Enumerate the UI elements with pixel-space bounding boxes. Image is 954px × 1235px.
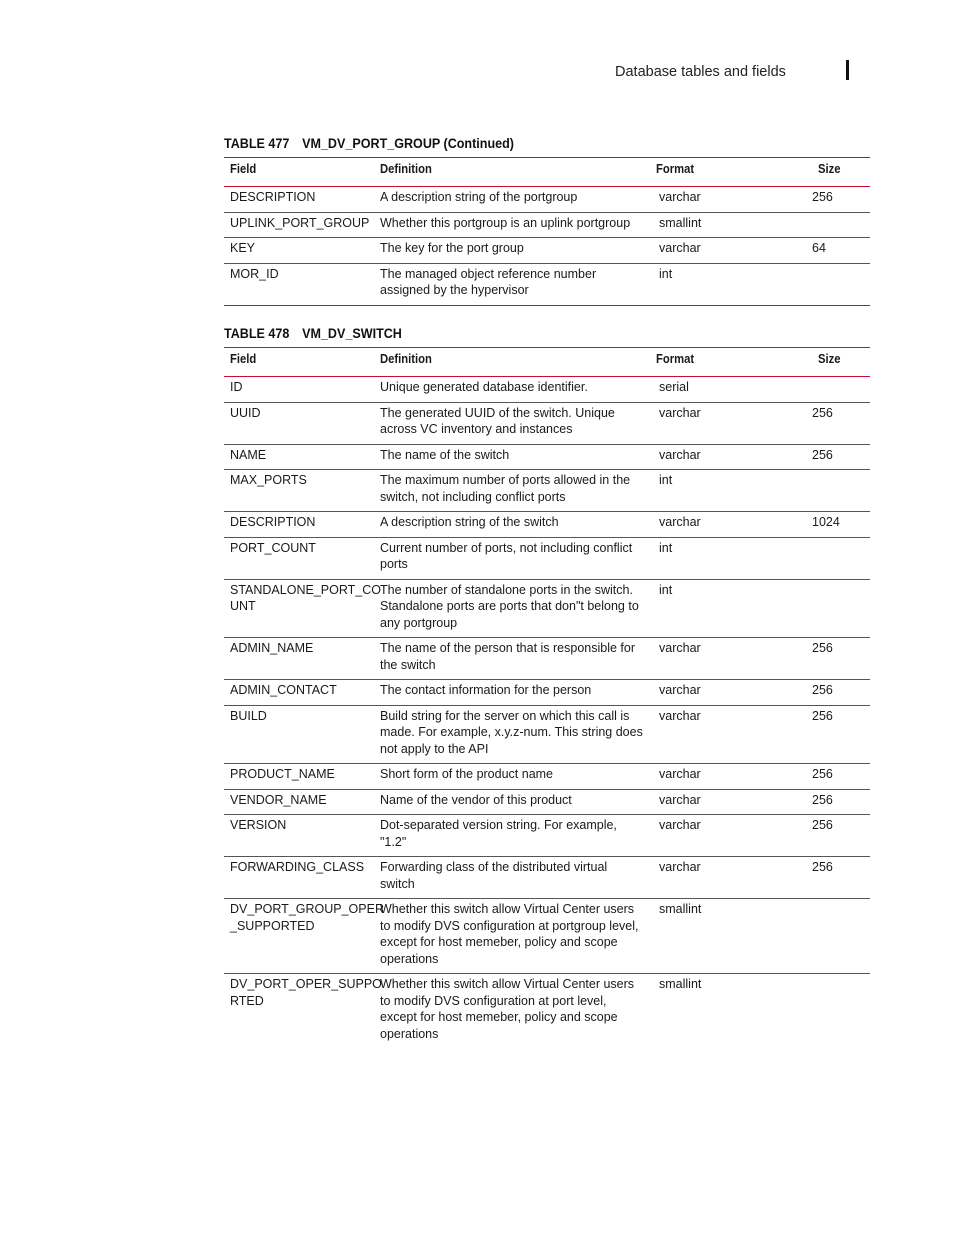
table-row: [224, 238, 870, 264]
cell-definition: Unique generated database identifier.: [374, 377, 650, 403]
cell-definition: Whether this portgroup is an uplink portgroup: [374, 212, 650, 238]
table-name: VM_DV_PORT_GROUP (Continued): [302, 136, 514, 151]
table-caption: [224, 324, 825, 347]
data-table: [224, 157, 870, 306]
cell-format: varchar: [650, 680, 812, 706]
cell-definition: Build string for the server on which this call is made. For example, x.y.z-num. This string does not apply to the API: [374, 705, 650, 764]
cell-field: STANDALONE_PORT_CO UNT: [224, 579, 374, 638]
cell-format: varchar: [650, 815, 812, 857]
table-row: [224, 789, 870, 815]
cell-size: 1024: [812, 512, 870, 538]
table-477: [224, 134, 870, 306]
cell-definition: The number of standalone ports in the switch. Standalone ports are ports that don"t belong to any portgroup: [374, 579, 650, 638]
cell-field: NAME: [224, 444, 374, 470]
table-caption: [224, 134, 825, 157]
cell-field: ID: [224, 377, 374, 403]
cell-definition: The name of the switch: [374, 444, 650, 470]
column-header-format: Format: [650, 158, 812, 187]
table-row: [224, 579, 870, 638]
cell-size: 256: [812, 789, 870, 815]
cell-definition: Whether this switch allow Virtual Center users to modify DVS configuration at portgroup level, except for host memeber, policy and scope operations: [374, 899, 650, 974]
cell-size: [812, 899, 870, 974]
cell-format: varchar: [650, 789, 812, 815]
cell-format: smallint: [650, 212, 812, 238]
cell-field: PRODUCT_NAME: [224, 764, 374, 790]
cell-format: smallint: [650, 899, 812, 974]
table-row: [224, 974, 870, 1049]
cell-field: ADMIN_NAME: [224, 638, 374, 680]
cell-field: UUID: [224, 402, 374, 444]
table-row: [224, 377, 870, 403]
cell-format: varchar: [650, 444, 812, 470]
table-row: [224, 402, 870, 444]
table-478: [224, 324, 870, 1048]
cell-field: VERSION: [224, 815, 374, 857]
table-row: [224, 680, 870, 706]
cell-size: [812, 263, 870, 305]
table-number: TABLE 478: [224, 326, 290, 341]
cell-format: int: [650, 579, 812, 638]
cell-format: serial: [650, 377, 812, 403]
cell-definition: A description string of the switch: [374, 512, 650, 538]
cell-field: ADMIN_CONTACT: [224, 680, 374, 706]
cell-field: VENDOR_NAME: [224, 789, 374, 815]
cell-field: DV_PORT_GROUP_OPER _SUPPORTED: [224, 899, 374, 974]
cell-field: UPLINK_PORT_GROUP: [224, 212, 374, 238]
table-name: VM_DV_SWITCH: [302, 326, 402, 341]
cell-definition: The name of the person that is responsible for the switch: [374, 638, 650, 680]
cell-size: 256: [812, 764, 870, 790]
table-number: TABLE 477: [224, 136, 290, 151]
table-row: [224, 263, 870, 305]
cell-format: varchar: [650, 512, 812, 538]
cell-field: MOR_ID: [224, 263, 374, 305]
cell-size: 256: [812, 857, 870, 899]
cell-size: [812, 579, 870, 638]
cell-definition: Current number of ports, not including conflict ports: [374, 537, 650, 579]
table-header-row: [224, 158, 870, 187]
cell-definition: A description string of the portgroup: [374, 187, 650, 213]
table-row: [224, 537, 870, 579]
cell-field: FORWARDING_CLASS: [224, 857, 374, 899]
cell-size: [812, 470, 870, 512]
cell-size: [812, 377, 870, 403]
table-row: [224, 857, 870, 899]
column-header-field: Field: [224, 348, 374, 377]
cell-size: 64: [812, 238, 870, 264]
cell-size: 256: [812, 815, 870, 857]
table-body: [224, 187, 870, 306]
table-row: [224, 212, 870, 238]
cell-format: varchar: [650, 764, 812, 790]
cell-size: 256: [812, 705, 870, 764]
cell-format: varchar: [650, 187, 812, 213]
cell-format: varchar: [650, 402, 812, 444]
cell-size: 256: [812, 444, 870, 470]
cell-field: KEY: [224, 238, 374, 264]
cell-format: varchar: [650, 705, 812, 764]
cell-size: [812, 537, 870, 579]
cell-format: int: [650, 470, 812, 512]
page-header-bar: [846, 60, 849, 80]
table-header-row: [224, 348, 870, 377]
cell-definition: Whether this switch allow Virtual Center users to modify DVS configuration at port level, except for host memeber, policy and scope operations: [380, 977, 635, 1041]
cell-field: DESCRIPTION: [224, 512, 374, 538]
cell-definition: Short form of the product name: [374, 764, 650, 790]
column-header-definition: Definition: [374, 158, 650, 187]
cell-format: varchar: [650, 638, 812, 680]
cell-definition: Forwarding class of the distributed virtual switch: [374, 857, 650, 899]
cell-definition: Dot-separated version string. For example, "1.2": [374, 815, 650, 857]
cell-format: varchar: [650, 238, 812, 264]
cell-size: 256: [812, 638, 870, 680]
data-table: [224, 347, 870, 1048]
table-row: [224, 638, 870, 680]
cell-field: PORT_COUNT: [224, 537, 374, 579]
table-row: [224, 705, 870, 764]
table-row: [224, 187, 870, 213]
cell-definition: Name of the vendor of this product: [374, 789, 650, 815]
page-header-title: Database tables and fields: [615, 64, 786, 80]
cell-field: BUILD: [224, 705, 374, 764]
cell-size: 256: [812, 680, 870, 706]
cell-size: [812, 974, 870, 1049]
table-row: [224, 815, 870, 857]
cell-definition: The contact information for the person: [374, 680, 650, 706]
table-row: [224, 899, 870, 974]
column-header-field: Field: [224, 158, 374, 187]
table-row: [224, 512, 870, 538]
cell-size: 256: [812, 187, 870, 213]
table-row: [224, 764, 870, 790]
column-header-size: Size: [812, 158, 870, 187]
cell-field: MAX_PORTS: [224, 470, 374, 512]
cell-format: smallint: [659, 977, 702, 991]
table-body: [224, 377, 870, 1049]
cell-definition: The managed object reference number assigned by the hypervisor: [374, 263, 650, 305]
table-row: [224, 470, 870, 512]
cell-definition: The generated UUID of the switch. Unique across VC inventory and instances: [374, 402, 650, 444]
cell-definition: The maximum number of ports allowed in the switch, not including conflict ports: [374, 470, 650, 512]
cell-field: DV_PORT_OPER_SUPPO RTED: [230, 977, 382, 1008]
cell-definition: The key for the port group: [374, 238, 650, 264]
cell-format: int: [650, 537, 812, 579]
cell-size: 256: [812, 402, 870, 444]
column-header-definition: Definition: [374, 348, 650, 377]
cell-size: [812, 212, 870, 238]
cell-format: varchar: [650, 857, 812, 899]
table-row: [224, 444, 870, 470]
cell-format: int: [650, 263, 812, 305]
cell-field: DESCRIPTION: [224, 187, 374, 213]
column-header-size: Size: [812, 348, 870, 377]
column-header-format: Format: [650, 348, 812, 377]
